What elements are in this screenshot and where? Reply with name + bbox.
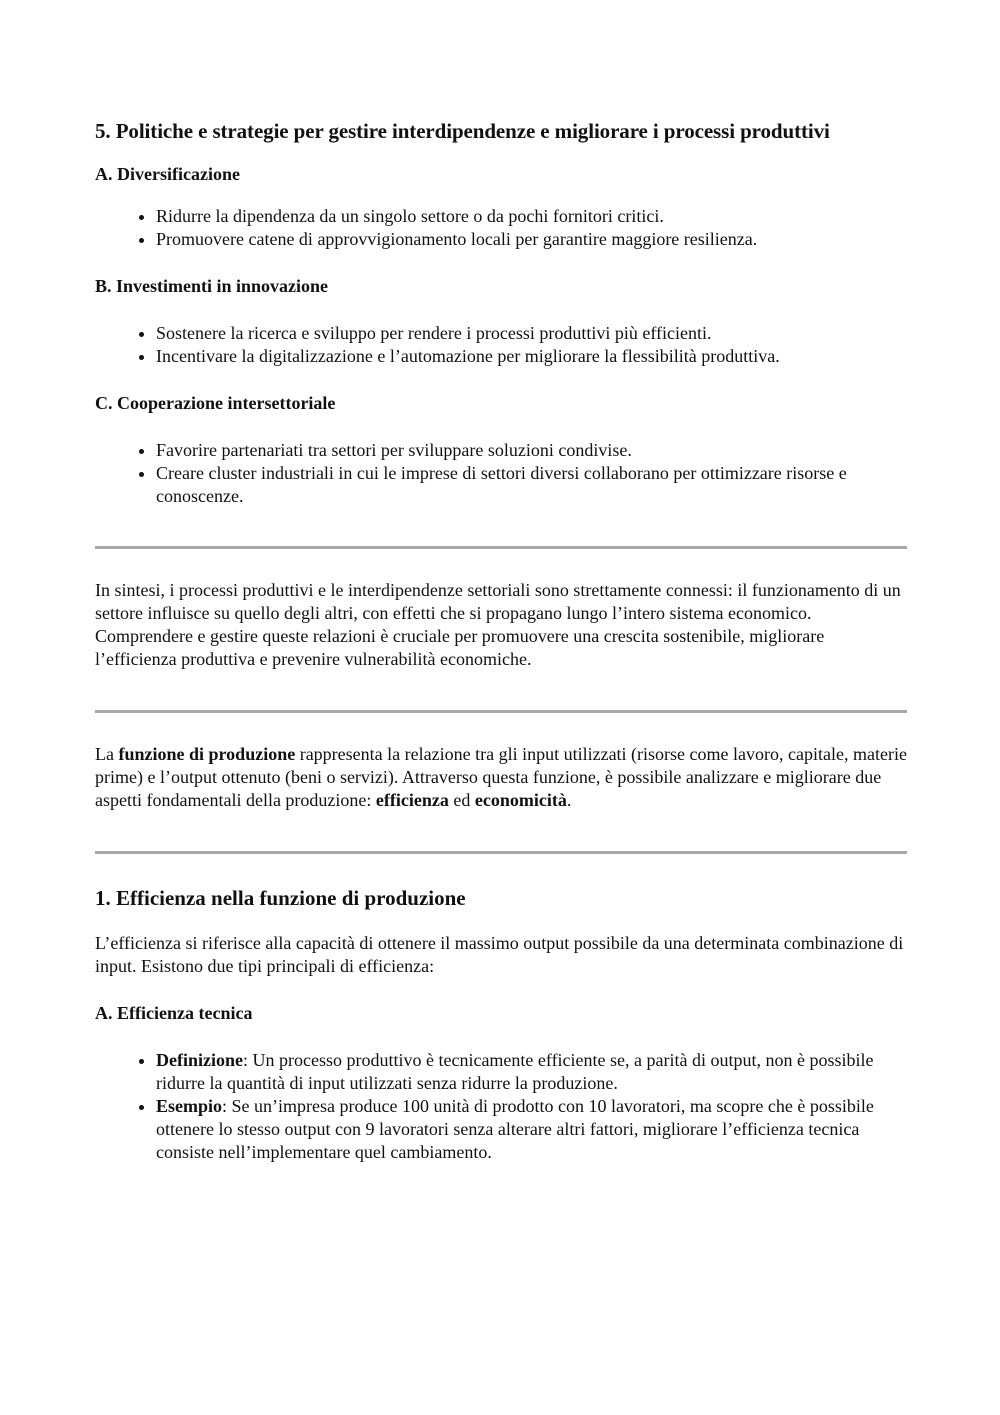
text-run: ed — [448, 790, 475, 810]
subsection-a-heading: A. Diversificazione — [95, 164, 240, 184]
divider — [95, 851, 907, 854]
section-1-title: 1. Efficienza nella funzione di produzione — [95, 886, 466, 910]
divider — [95, 546, 907, 549]
summary-paragraph: In sintesi, i processi produttivi e le interdipendenze settoriali sono strettamente connessi: il funzionamento di un settore influisce su quello degli altri, con effetti che si propagano lungo l’intero sistema economico. Comprendere e gestire queste relazioni è cruciale per promuovere una crescita sostenibile, migliorare l’efficienza produttiva e prevenire vulnerabilità economiche. — [95, 580, 901, 669]
divider — [95, 710, 907, 713]
subsection-b-heading: B. Investimenti in innovazione — [95, 276, 329, 296]
list-item — [156, 1049, 907, 1095]
text-run: . — [566, 790, 572, 810]
item-label: Esempio — [156, 1096, 223, 1116]
subsection-b-list — [95, 322, 907, 368]
list-item: • Ridurre la dipendenza da un singolo settore o da pochi fornitori critici. — [156, 205, 907, 228]
list-item: • Favorire partenariati tra settori per sviluppare soluzioni condivise. — [156, 439, 907, 462]
term-efficienza: efficienza — [375, 790, 449, 810]
efficienza-tecnica-list — [95, 1049, 907, 1164]
list-item: • Incentivare la digitalizzazione e l’automazione per migliorare la flessibilità produttiva. — [156, 345, 907, 368]
section-1-intro: L’efficienza si riferisce alla capacità di ottenere il massimo output possibile da una determinata combinazione di input. Esistono due tipi principali di efficienza: — [95, 933, 904, 976]
section-5-title: 5. Politiche e strategie per gestire interdipendenze e migliorare i processi produttivi — [95, 119, 830, 143]
subsection-c-list — [95, 439, 907, 508]
subsection-a-list — [95, 205, 907, 251]
document-page — [95, 118, 907, 1164]
list-item: • Creare cluster industriali in cui le imprese di settori diversi collaborano per ottimizzare risorse e conoscenze. — [156, 462, 907, 508]
list-item — [156, 1095, 907, 1164]
term-funzione-di-produzione: funzione di produzione — [118, 744, 296, 764]
item-text: : Un processo produttivo è tecnicamente efficiente se, a parità di output, non è possibile ridurre la quantità di input utilizzati senza ridurre la produzione. — [156, 1050, 874, 1093]
subsection-c-heading: C. Cooperazione intersettoriale — [95, 393, 336, 413]
list-item: • Sostenere la ricerca e sviluppo per rendere i processi produttivi più efficienti. — [156, 322, 907, 345]
term-economicita: economicità — [474, 790, 567, 810]
text-run: La — [95, 744, 119, 764]
item-label: Definizione — [156, 1050, 243, 1070]
item-text: : Se un’impresa produce 100 unità di prodotto con 10 lavoratori, ma scopre che è possibile ottenere lo stesso output con 9 lavoratori senza alterare altri fattori, migliorare l’efficienza tecnica consiste nell’implementare quel cambiamento. — [156, 1096, 874, 1162]
efficienza-tecnica-heading: A. Efficienza tecnica — [95, 1003, 253, 1023]
list-item: • Promuovere catene di approvvigionamento locali per garantire maggiore resilienza. — [156, 228, 907, 251]
production-function-paragraph — [95, 743, 907, 812]
text-run: rappresenta la relazione tra gli input utilizzati (risorse come lavoro, capitale, materie prime) e l’output ottenuto (beni o servizi). Attraverso questa funzione, è possibile analizzare e migliorare due aspetti fondamentali della produzione: — [95, 744, 907, 810]
